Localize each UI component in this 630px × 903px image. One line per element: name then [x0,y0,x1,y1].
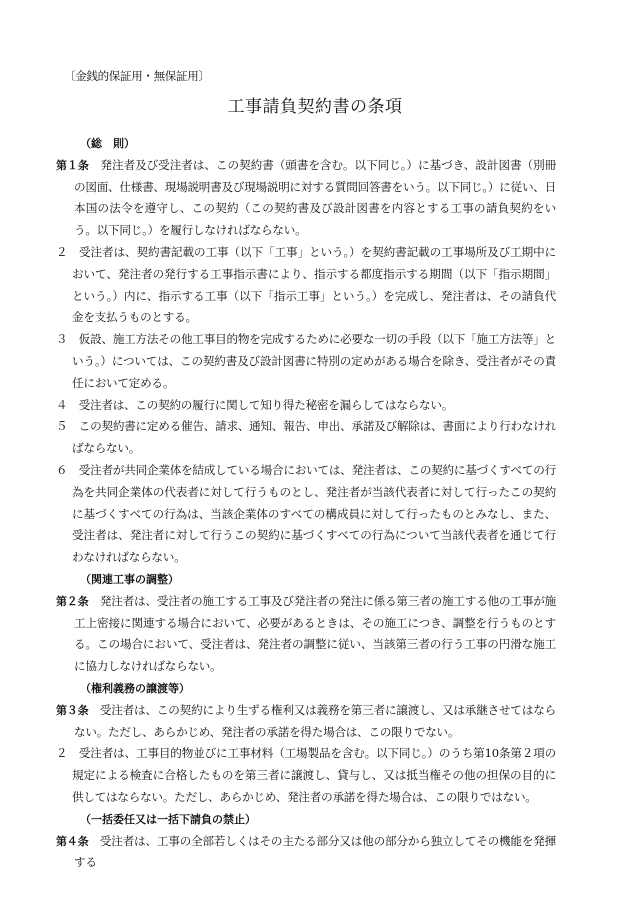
section-heading-related: （関連工事の調整） [80,572,179,586]
section-heading-transfer: （権利義務の譲渡等） [80,681,190,695]
article-number: 第４条 [56,834,89,848]
article-number: 第１条 [56,158,89,172]
article-3 [56,700,556,744]
article-text: 発注者及び受注者は、この契約書（頭書を含む。以下同じ。）に基づき、設計図書（別冊の図面、仕様書、現場説明書及び現場説明に対する質問回答書をいう。以下同じ。）に従い、日本国の法令を遵守し、この契約（この契約書及び設計図書を内容とする工事の請負契約をいう。以下同じ。）を履行しなければならない。 [74,157,556,238]
article-1-paragraph-3: ３ 仮設、施工方法その他工事目的物を完成するために必要な一切の手段（以下「施工方法等」という。）については、この契約書及び設計図書に特別の定めがある場合を除き、受注者がその責任において定める。 [56,332,556,390]
article-1-paragraph-6: ６ 受注者が共同企業体を結成している場合においては、発注者は、この契約に基づくすべての行為を共同企業体の代表者に対して行うものとし、発注者が当該代表者に対して行ったこの契約に基づくすべての行為は、当該企業体のすべての構成員に対して行ったものとみなし、また、受注者は、発注者に対して行うこの契約に基づくすべての行為について当該代表者を通じて行わなければならない。 [56,462,556,565]
document-title: 工事請負契約書の条項 [227,97,403,117]
article-text: 発注者は、受注者の施工する工事及び発注者の発注に係る第三者の施工する他の工事が施工上密接に関連する場合において、必要があるときは、その施工につき、調整を行うものとする。この場合において、受注者は、発注者の調整に従い、当該第三者の行う工事の円滑な施工に協力しなければならない。 [74,593,556,674]
article-1 [56,155,556,242]
document-subtitle: 〔金銭的保証用・無保証用〕 [64,69,210,83]
article-2 [56,591,556,678]
article-1-paragraph-5: ５ この契約書に定める催告、請求、通知、報告、申出、承諾及び解除は、書面により行わなければならない。 [56,419,556,456]
section-heading-general: （総 則） [80,137,135,150]
article-1-paragraph-4: ４ 受注者は、この契約の履行に関して知り得た秘密を漏らしてはならない。 [56,397,454,412]
article-1-paragraph-2: ２ 受注者は、契約書記載の工事（以下「工事」という。）を契約書記載の工事場所及び工期中において、発注者の発行する工事指示書により、指示する都度指示する期間（以下「指示期間」という。）内に、指示する工事（以下「指示工事」という。）を完成し、発注者は、その請負代金を支払うものとする。 [56,244,556,325]
article-text: 受注者は、この契約により生ずる権利又は義務を第三者に譲渡し、又は承継させてはならない。ただし、あらかじめ、発注者の承諾を得た場合は、この限りでない。 [74,702,556,739]
article-3-paragraph-2: ２ 受注者は、工事目的物並びに工事材料（工場製品を含む。以下同じ。）のうち第10条第２項の規定による検査に合格したものを第三者に譲渡し、貸与し、又は抵当権その他の担保の目的に供してはならない。ただし、あらかじめ、発注者の承諾を得た場合は、この限りではない。 [56,746,556,804]
document-body [56,133,556,874]
article-4 [56,831,556,875]
article-number: 第２条 [56,594,89,608]
article-number: 第３条 [56,703,89,717]
article-text: 受注者は、工事の全部若しくはその主たる部分又は他の部分から独立してその機能を発揮する [74,833,556,870]
section-heading-subcontract: （一括委任又は一括下請負の禁止） [80,812,256,826]
